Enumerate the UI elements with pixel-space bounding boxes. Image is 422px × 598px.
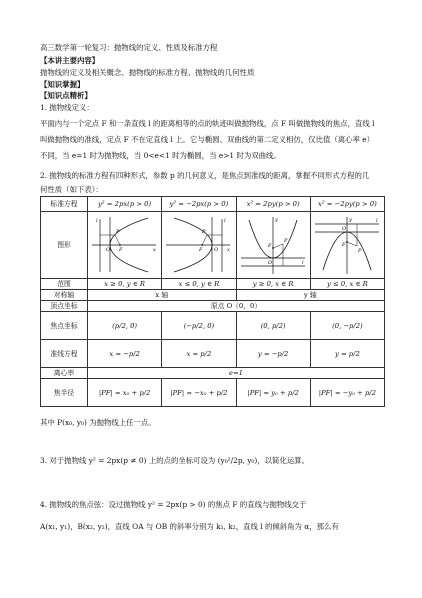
directrix-1: x = −p/2 [88,340,162,368]
graph-1 [88,212,162,279]
svg-text:P: P [283,238,287,244]
range-4: y ≤ 0, x ∈ R [310,279,384,290]
parabola-right-graph [88,214,160,276]
focal-radius-3: |PF| = y₀ + p/2 [236,379,310,407]
svg-text:O: O [267,260,272,266]
svg-text:x: x [153,247,156,253]
graph-3 [236,212,310,279]
focus-4: (0, −p/2) [310,312,384,340]
svg-text:F: F [199,247,203,253]
properties-table [40,196,385,407]
row-header-graph: 图形 [41,212,88,279]
svg-text:P: P [116,229,120,235]
svg-text:P: P [357,248,362,254]
eccentricity-value: e=1 [88,368,385,379]
focus-1: (p/2, 0) [88,312,162,340]
directrix-2: x = p/2 [162,340,236,368]
row-header-vertex: 顶点坐标 [41,301,88,312]
svg-text:l: l [375,218,378,224]
svg-text:O: O [214,247,219,253]
vertex-value: 原点 O（0，0） [88,301,385,312]
p2-line2: 何性质（如下表）： [40,185,103,194]
axis-x: x 轴 [88,290,237,301]
p1-line1: 平面内与一个定点 F 和一条直线 l 的距离相等的点的轨迹叫做抛物线，点 F 叫做抛物线的焦点，直线 l [40,119,375,128]
row-header-directrix: 准线方程 [41,340,88,368]
doc-header: 高三数学第一轮复习：抛物线的定义、性质及标准方程 [40,43,218,52]
focus-2: (−p/2, 0) [162,312,236,340]
equation-1: y² = 2px(p > 0) [88,197,162,212]
p4-line2: A(x₁, y₁)，B(x₂, y₂)，直线 OA 与 OB 的斜率分别为 k₁, k₂，直线 l 的倾斜角为 α，那么有 [40,522,339,531]
svg-text:F: F [341,242,346,248]
graph-4 [310,212,384,279]
p4-line1: 4. 抛物线的焦点弦：设过抛物线 y² = 2px(p > 0) 的焦点 F 的直线与抛物线交于 [40,500,307,509]
svg-text:l: l [301,260,304,266]
range-2: x ≤ 0, y ∈ R [162,279,236,290]
svg-text:O: O [106,247,111,253]
parabola-left-graph [162,214,234,276]
svg-text:O: O [341,226,346,232]
section-main: 【本讲主要内容】 [40,56,100,65]
row-header-focal-radius: 焦半径 [41,379,88,407]
focal-radius-2: |PF| = −x₀ + p/2 [162,379,236,407]
parabola-down-graph [311,214,383,276]
row-header-range: 范围 [41,279,88,290]
p1-line2: 叫做抛物线的准线，定点 F 不在定直线 l 上。它与椭圆、双曲线的第二定义相仿，仅比值（离心率 e） [40,135,375,144]
focus-3: (0, p/2) [236,312,310,340]
directrix-4: y = p/2 [310,340,384,368]
row-header-eccentricity: 离心率 [41,368,88,379]
axis-y: y 轴 [236,290,385,301]
graph-2 [162,212,236,279]
p2-line1: 2. 抛物线的标准方程有四种形式，参数 p 的几何意义，是焦点到准线的距离，掌握不同形式方程的几 [40,171,370,180]
equation-4: x² = −2py(p > 0) [310,197,384,212]
svg-text:y: y [348,217,352,223]
section-knowledge: 【知识掌握】 [40,80,85,89]
parabola-up-graph [237,214,309,276]
main-content-text: 抛物线的定义及相关概念、抛物线的标准方程、抛物线的几何性质 [40,68,255,77]
p1-title: 1. 抛物线定义： [40,103,94,112]
range-1: x ≥ 0, y ∈ R [88,279,162,290]
svg-text:F: F [119,247,123,253]
section-analysis: 【知识点精析】 [40,91,92,100]
svg-text:l: l [96,218,98,224]
range-3: y ≥ 0, x ∈ R [236,279,310,290]
row-header-focus: 焦点坐标 [41,312,88,340]
row-header-equation: 标准方程 [41,197,88,212]
svg-text:x: x [227,247,231,253]
svg-text:l: l [224,218,226,224]
directrix-3: y = −p/2 [236,340,310,368]
equation-2: y² = −2px(p > 0) [162,197,236,212]
row-header-axis: 对称轴 [41,290,88,301]
svg-text:P: P [202,229,206,235]
equation-3: x² = 2py(p > 0) [236,197,310,212]
svg-text:y: y [274,217,278,223]
focal-radius-1: |PF| = x₀ + p/2 [88,379,162,407]
p1-line3: 不同，当 e=1 时为抛物线，当 0<e<1 时为椭圆，当 e>1 时为双曲线。 [40,151,281,160]
svg-text:F: F [267,243,271,249]
p-after-table: 其中 P(x₀, y₀) 为抛物线上任一点。 [40,418,156,427]
p3-line: 3. 对于抛物线 y² = 2px(p ≠ 0) 上的点的坐标可设为 (y₀²/2p, y₀)，以简化运算。 [40,456,310,465]
focal-radius-4: |PF| = −y₀ + p/2 [310,379,384,407]
